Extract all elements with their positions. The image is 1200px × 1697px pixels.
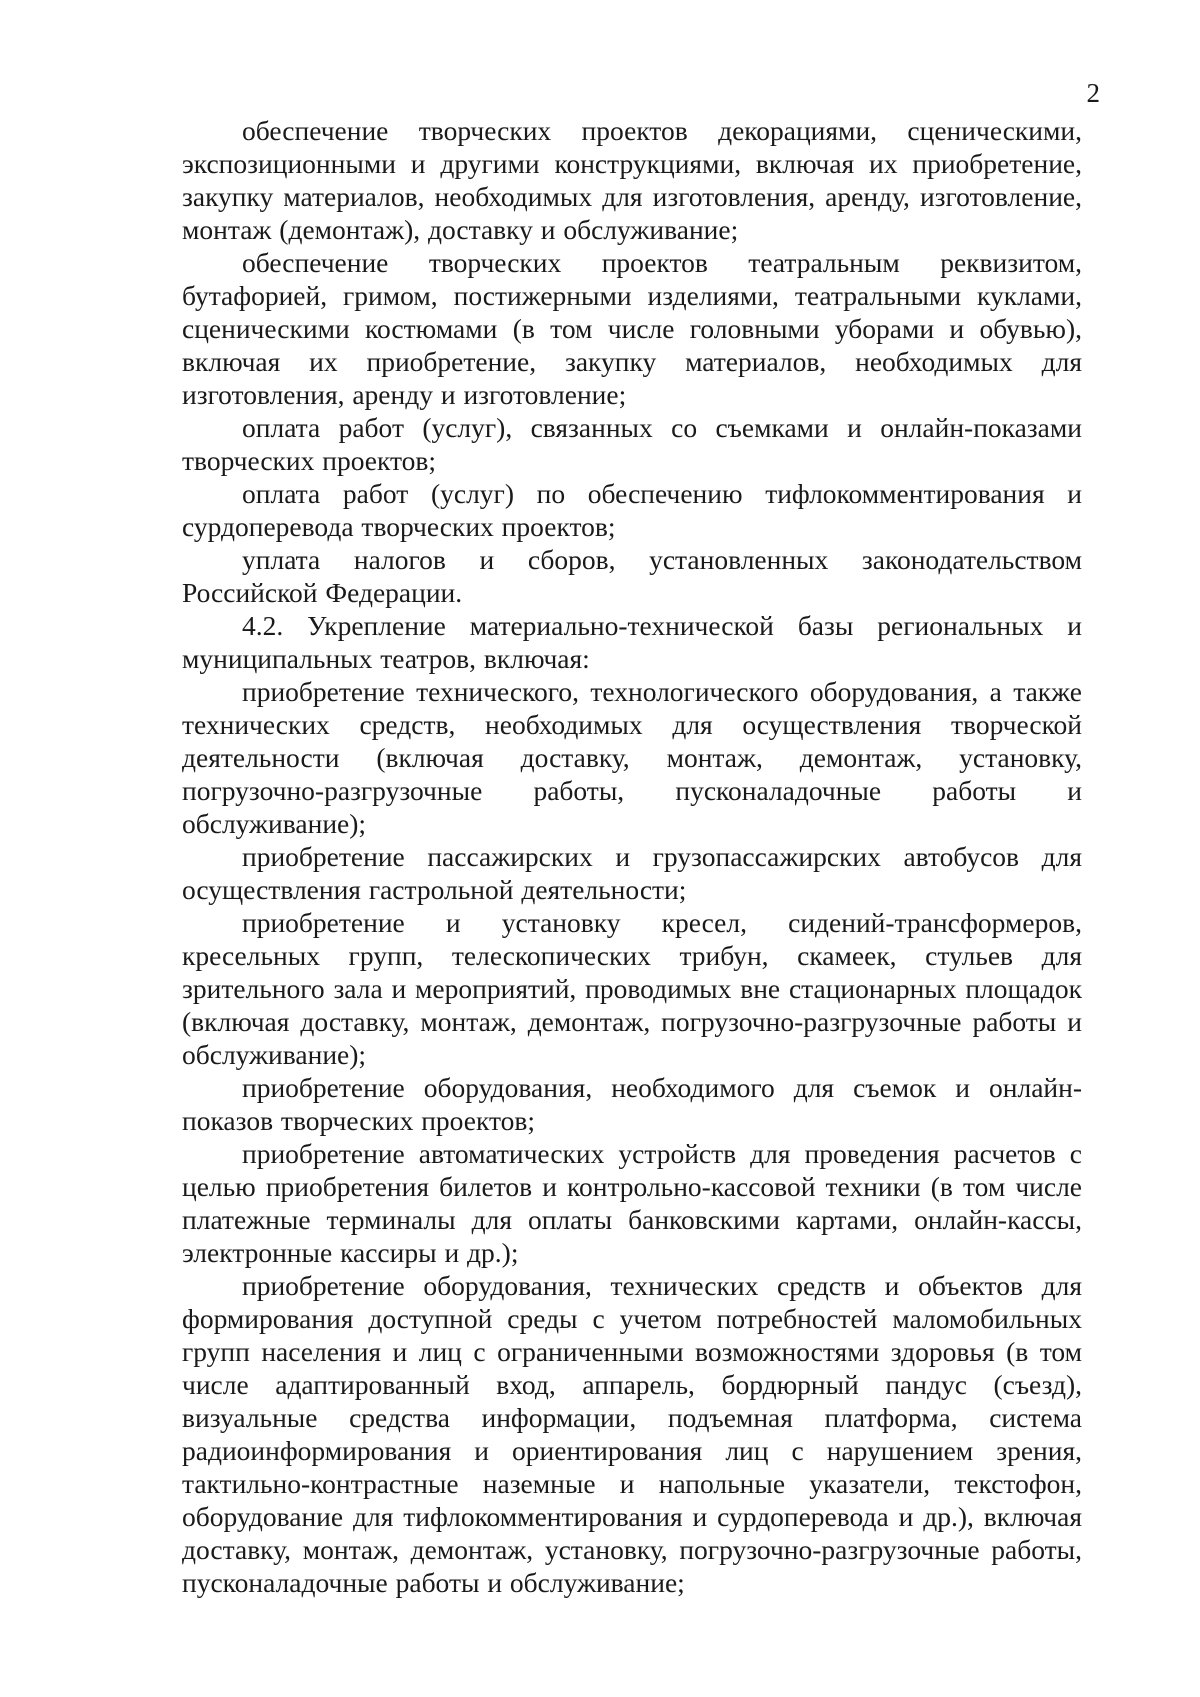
paragraph-props-costumes: обеспечение творческих проектов театральным реквизитом, бутафорией, гримом, постижерными изделиями, театральными куклами, сценическими костюмами (в том числе головными уборами и обувью), включая их приобретение, закупку материалов, необходимых для изготовления, аренду и изготовление; xyxy=(182,247,1082,410)
paragraph-payment-devices: приобретение автоматических устройств для проведения расчетов с целью приобретения билетов и контрольно-кассовой техники (в том числе платежные терминалы для оплаты банковскими картами, онлайн-кассы, электронные кассиры и др.); xyxy=(182,1138,1082,1268)
paragraph-technical-equipment: приобретение технического, технологического оборудования, а также технических средств, необходимых для осуществления творческой деятельности (включая доставку, монтаж, демонтаж, установку, погрузочно-разгрузочные работы, пусконаладочные работы и обслуживание); xyxy=(182,676,1082,839)
paragraph-buses: приобретение пассажирских и грузопассажирских автобусов для осуществления гастрольной деятельности; xyxy=(182,841,1082,905)
paragraph-typhlo-payment: оплата работ (услуг) по обеспечению тифлокомментирования и сурдоперевода творческих проектов; xyxy=(182,478,1082,542)
paragraph-filming-equipment: приобретение оборудования, необходимого для съемок и онлайн-показов творческих проектов; xyxy=(182,1072,1082,1136)
paragraph-accessibility: приобретение оборудования, технических средств и объектов для формирования доступной среды с учетом потребностей маломобильных групп населения и лиц с ограниченными возможностями здоровья (в том числе адаптированный вход, аппарель, бордюрный пандус (съезд), визуальные средства информации, подъемная платформа, система радиоинформирования и ориентирования лиц с нарушением зрения, тактильно-контрастные наземные и напольные указатели, текстофон, оборудование для тифлокомментирования и сурдоперевода и др.), включая доставку, монтаж, демонтаж, установку, погрузочно-разгрузочные работы, пусконаладочные работы и обслуживание; xyxy=(182,1270,1082,1598)
paragraph-filming-payment: оплата работ (услуг), связанных со съемками и онлайн-показами творческих проектов; xyxy=(182,412,1082,476)
paragraph-decorations: обеспечение творческих проектов декорациями, сценическими, экспозиционными и другими конструкциями, включая их приобретение, закупку материалов, необходимых для изготовления, аренду, изготовление, монтаж (демонтаж), доставку и обслуживание; xyxy=(182,115,1082,245)
document-body xyxy=(182,114,1082,1599)
paragraph-seating: приобретение и установку кресел, сидений-трансформеров, кресельных групп, телескопических трибун, скамеек, стульев для зрительного зала и мероприятий, проводимых вне стационарных площадок (включая доставку, монтаж, демонтаж, погрузочно-разгрузочные работы и обслуживание); xyxy=(182,907,1082,1070)
paragraph-section-4-2: 4.2. Укрепление материально-технической базы региональных и муниципальных театров, включая: xyxy=(182,610,1082,674)
paragraph-taxes: уплата налогов и сборов, установленных законодательством Российской Федерации. xyxy=(182,544,1082,608)
page-number: 2 xyxy=(1086,78,1100,108)
